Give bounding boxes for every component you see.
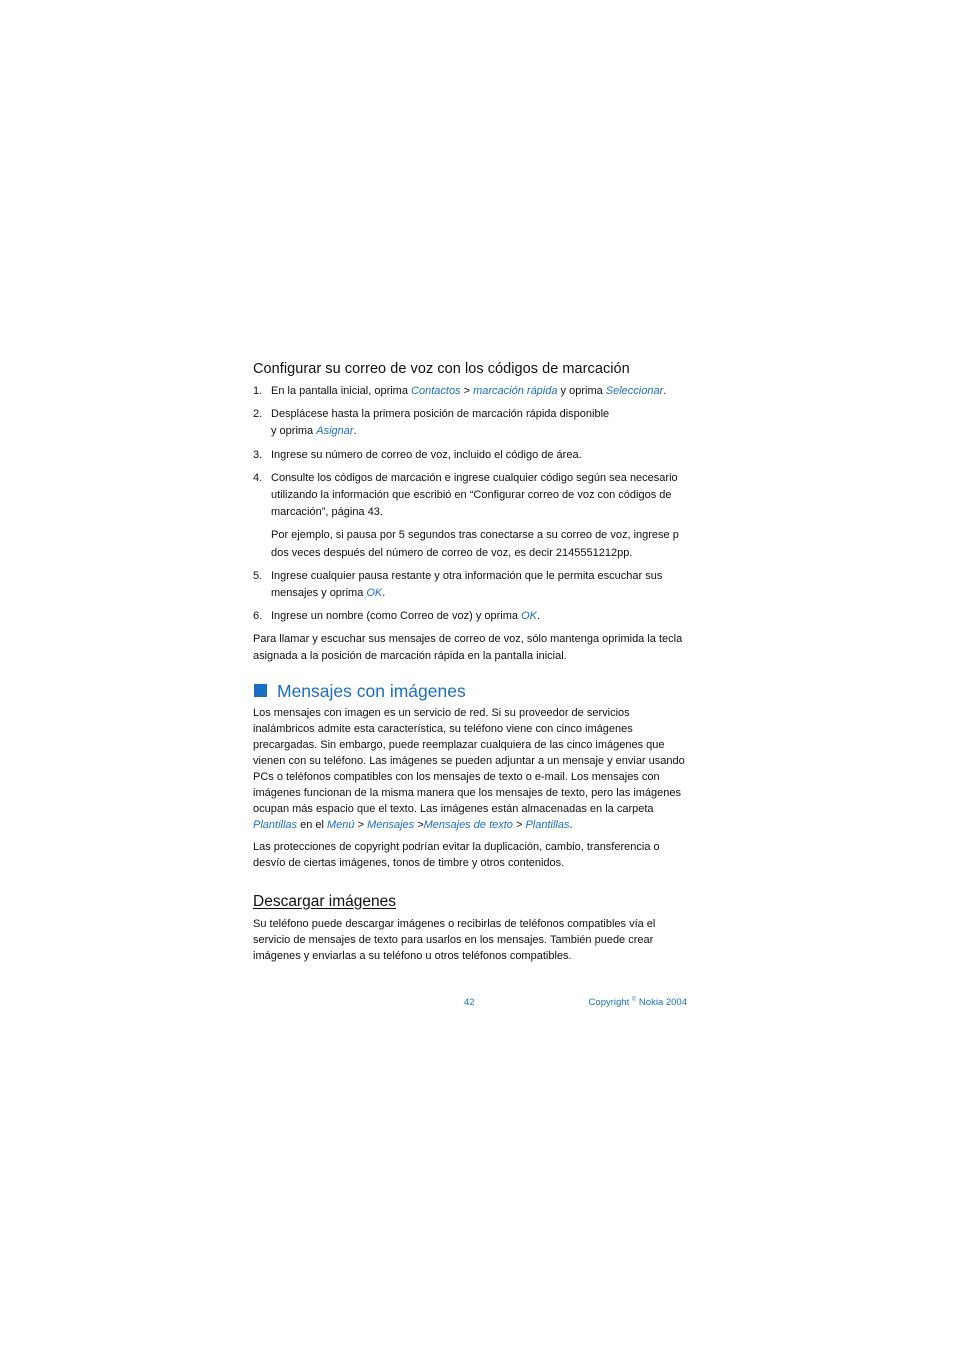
section-heading-download-images: Descargar imágenes [253, 892, 397, 910]
step-text: Consulte los códigos de marcación e ingrese cualquier código según sea necesario utilizando la información que escribió en “Configurar correo de voz con códigos de marcación”, página 43. [271, 471, 678, 519]
step-text [271, 608, 687, 625]
link-seleccionar[interactable]: Seleccionar [605, 385, 664, 397]
step-6 [253, 608, 687, 625]
link-contactos[interactable]: Contactos [411, 385, 461, 397]
text-span: . [353, 425, 357, 438]
text-span: . [382, 587, 386, 600]
step-2 [253, 406, 687, 440]
page-footer [253, 997, 687, 1011]
text-span: . [663, 385, 667, 397]
step-number: 1. [253, 385, 263, 397]
step-1 [253, 383, 687, 400]
picture-messages-paragraph [253, 705, 687, 834]
separator: > [512, 819, 526, 832]
text-span: Los mensajes con imagen es un servicio de red. Si su proveedor de servicios inalámbricos admite esta característica, su teléfono viene con cinco imágenes precargadas. Sin embargo, puede reemplazar cualquiera de las cinco imágenes que vienen con su teléfono. Las imágenes se pueden adjuntar a un mensaje y enviar usando PCs o teléfonos compatibles con los mensajes de texto o e-mail. Los mensajes con imágenes funcionan de la misma manera que los mensajes de texto, pero las imágenes ocupan más espacio que el texto. Las imágenes están almacenadas en la carpeta [253, 706, 685, 816]
link-plantillas[interactable]: Plantillas [253, 819, 298, 832]
step-5 [253, 568, 687, 602]
step-number: 2. [253, 408, 263, 421]
section-heading-voicemail: Configurar su correo de voz con los códigos de marcación [253, 361, 630, 377]
section-heading-picture-messages [253, 680, 687, 702]
square-bullet-icon [254, 684, 267, 697]
step-text [271, 568, 687, 602]
step-text [271, 406, 616, 440]
document-page [253, 360, 687, 970]
download-images-paragraph: Su teléfono puede descargar imágenes o recibirlas de teléfonos compatibles vía el servicio de mensajes de texto para usarlos en los mensajes. También puede crear imágenes y enviarlas a su teléfono u otros teléfonos compatibles. [253, 917, 656, 962]
step-number: 6. [253, 610, 263, 623]
link-marcacion-rapida[interactable]: marcación rápida [473, 385, 558, 397]
page-number: 42 [464, 997, 475, 1008]
copyright-protection-paragraph: Las protecciones de copyright podrían evitar la duplicación, cambio, transferencia o desvío de ciertas imágenes, tonos de timbre y otros contenidos. [253, 841, 660, 870]
voicemail-closing-paragraph: Para llamar y escuchar sus mensajes de correo de voz, sólo mantenga oprimida la tecla asignada a la posición de marcación rápida en la pantalla inicial. [253, 633, 683, 662]
text-span: Desplácese hasta la primera posición de marcación rápida disponible y oprima [271, 408, 610, 438]
step-4 [253, 470, 687, 562]
steps-list [253, 383, 687, 625]
text-span: Nokia 2004 [636, 997, 687, 1009]
step-3 [253, 447, 687, 464]
link-plantillas[interactable]: Plantillas [525, 819, 570, 832]
heading-text: Mensajes con imágenes [277, 680, 466, 701]
copyright-symbol: © [631, 997, 637, 1003]
link-mensajes[interactable]: Mensajes [367, 819, 415, 832]
text-span: en el [297, 819, 327, 832]
text-span: Ingrese un nombre (como Correo de voz) y oprima [271, 610, 522, 623]
separator: > [414, 819, 424, 832]
link-asignar[interactable]: Asignar [316, 425, 354, 438]
step-text: Ingrese su número de correo de voz, incluido el código de área. [271, 448, 582, 461]
text-span: . [536, 610, 541, 623]
separator: > [460, 385, 474, 397]
link-ok[interactable]: OK [521, 610, 537, 623]
text-span: Copyright [588, 997, 632, 1009]
step-number: 5. [253, 569, 263, 582]
text-span: y oprima [557, 385, 606, 397]
text-span: . [569, 819, 573, 832]
step-text [271, 383, 687, 400]
text-span: En la pantalla inicial, oprima [271, 385, 412, 397]
step-number: 4. [253, 471, 263, 484]
link-menu[interactable]: Menú [327, 819, 355, 832]
link-mensajes-de-texto[interactable]: Mensajes de texto [423, 819, 513, 832]
link-ok[interactable]: OK [366, 587, 383, 600]
copyright-notice [589, 997, 687, 1008]
step-example: Por ejemplo, si pausa por 5 segundos tras conectarse a su correo de voz, ingrese p dos veces después del número de correo de voz, es decir 2145551212pp. [271, 529, 679, 559]
text-span: Ingrese cualquier pausa restante y otra información que le permita escuchar sus mensajes y oprima [271, 569, 663, 600]
step-number: 3. [253, 448, 263, 461]
separator: > [354, 819, 368, 832]
